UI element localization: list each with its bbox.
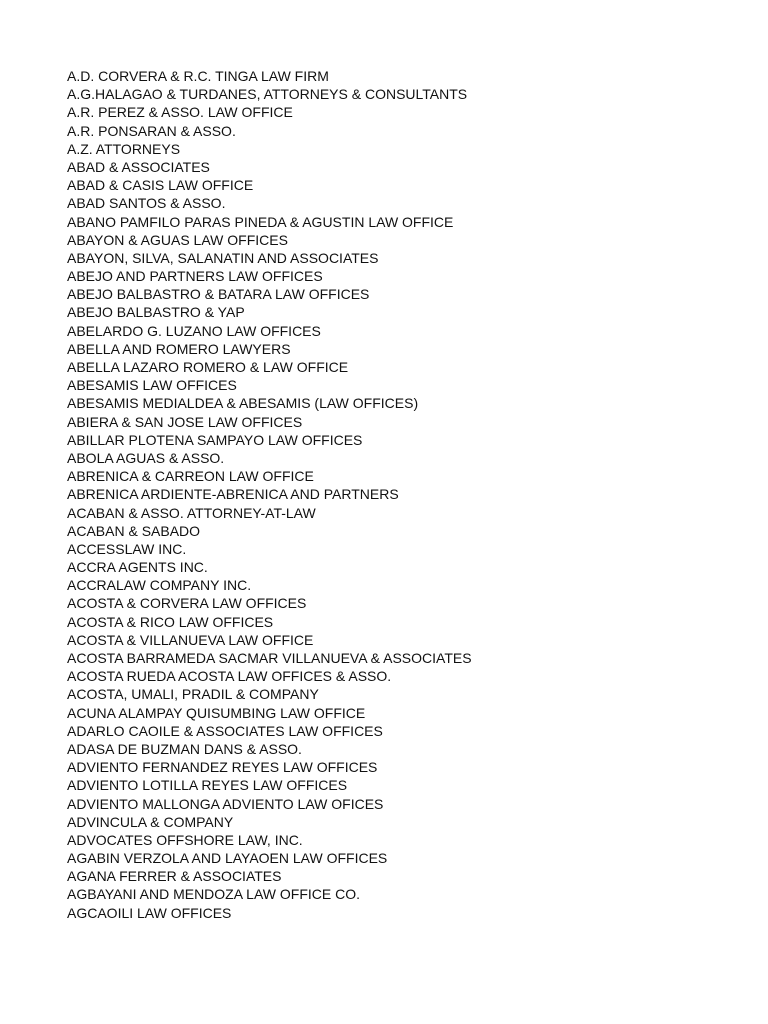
- list-item: ABAYON & AGUAS LAW OFFICES: [67, 231, 288, 248]
- list-item: ACCESSLAW INC.: [67, 540, 187, 557]
- list-item: AGCAOILI LAW OFFICES: [67, 904, 232, 921]
- list-item: AGBAYANI AND MENDOZA LAW OFFICE CO.: [67, 886, 361, 903]
- list-item: ABEJO BALBASTRO & YAP: [67, 304, 245, 321]
- list-item: ADARLO CAOILE & ASSOCIATES LAW OFFICES: [67, 722, 383, 739]
- list-item: ABEJO BALBASTRO & BATARA LAW OFFICES: [67, 286, 370, 303]
- list-item: ACOSTA, UMALI, PRADIL & COMPANY: [67, 686, 319, 703]
- list-item: ADVIENTO LOTILLA REYES LAW OFFICES: [67, 777, 348, 794]
- list-item: ACOSTA BARRAMEDA SACMAR VILLANUEVA & ASSOCIATES: [67, 650, 472, 666]
- list-item: ABELARDO G. LUZANO LAW OFFICES: [67, 322, 321, 339]
- list-item: ACOSTA & RICO LAW OFFICES: [67, 613, 274, 630]
- list-item: ACCRA AGENTS INC.: [67, 559, 208, 576]
- list-item: ABESAMIS LAW OFFICES: [67, 377, 237, 394]
- list-item: ADVIENTO FERNANDEZ REYES LAW OFFICES: [67, 759, 378, 776]
- list-item: ABEJO AND PARTNERS LAW OFFICES: [67, 268, 323, 285]
- list-item: ABELLA AND ROMERO LAWYERS: [67, 340, 291, 357]
- list-item: ABAD SANTOS & ASSO.: [67, 195, 226, 212]
- list-item: ABANO PAMFILO PARAS PINEDA & AGUSTIN LAW OFFICE: [67, 213, 454, 230]
- list-item: AGABIN VERZOLA AND LAYAOEN LAW OFFICES: [67, 850, 388, 867]
- list-item: ADVINCULA & COMPANY: [67, 813, 234, 830]
- list-item: AGANA FERRER & ASSOCIATES: [67, 868, 282, 885]
- list-item: ACABAN & SABADO: [67, 522, 201, 539]
- list-item: ABAD & ASSOCIATES: [67, 158, 210, 175]
- list-item: ACOSTA RUEDA ACOSTA LAW OFFICES & ASSO.: [67, 668, 392, 685]
- list-item: ACOSTA & VILLANUEVA LAW OFFICE: [67, 631, 314, 648]
- list-item: A.D. CORVERA & R.C. TINGA LAW FIRM: [67, 68, 329, 84]
- list-item: ABILLAR PLOTENA SAMPAYO LAW OFFICES: [67, 431, 363, 448]
- list-item: ACABAN & ASSO. ATTORNEY-AT-LAW: [67, 504, 316, 521]
- list-item: ADVIENTO MALLONGA ADVIENTO LAW OFICES: [67, 795, 384, 812]
- list-item: A.R. PEREZ & ASSO. LAW OFFICE: [67, 104, 293, 121]
- list-item: A.R. PONSARAN & ASSO.: [67, 122, 236, 139]
- list-item: ABELLA LAZARO ROMERO & LAW OFFICE: [67, 359, 349, 375]
- list-item: A.Z. ATTORNEYS: [67, 140, 181, 157]
- list-item: ABOLA AGUAS & ASSO.: [67, 449, 225, 466]
- list-item: ABESAMIS MEDIALDEA & ABESAMIS (LAW OFFICES): [67, 395, 419, 412]
- list-item: ABIERA & SAN JOSE LAW OFFICES: [67, 413, 303, 430]
- list-item: ABAYON, SILVA, SALANATIN AND ASSOCIATES: [67, 249, 379, 266]
- list-item: ABAD & CASIS LAW OFFICE: [67, 177, 254, 194]
- list-item: ABRENICA & CARREON LAW OFFICE: [67, 468, 314, 485]
- list-item: ABRENICA ARDIENTE-ABRENICA AND PARTNERS: [67, 486, 399, 503]
- list-item: ACCRALAW COMPANY INC.: [67, 577, 252, 594]
- law-firm-list: [67, 67, 472, 922]
- list-item: A.G.HALAGAO & TURDANES, ATTORNEYS & CONSULTANTS: [67, 86, 468, 103]
- list-item: ADASA DE BUZMAN DANS & ASSO.: [67, 740, 302, 757]
- list-item: ADVOCATES OFFSHORE LAW, INC.: [67, 831, 303, 848]
- list-item: ACOSTA & CORVERA LAW OFFICES: [67, 595, 307, 612]
- list-item: ACUNA ALAMPAY QUISUMBING LAW OFFICE: [67, 704, 366, 721]
